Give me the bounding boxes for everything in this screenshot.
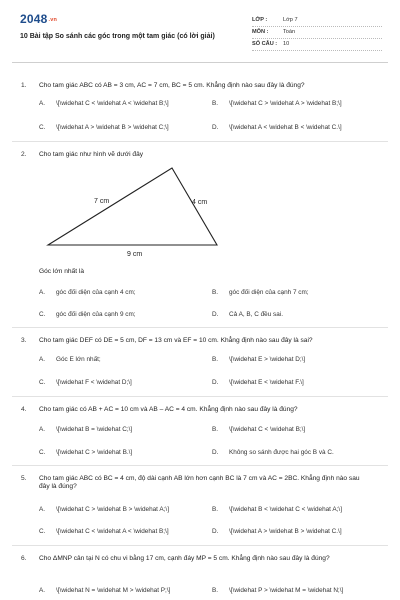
- option-label: B.: [212, 356, 219, 363]
- option-b[interactable]: [212, 289, 309, 297]
- question-divider: [12, 396, 388, 397]
- option-text: \[\widehat A > \widehat B > \widehat C;\]: [56, 124, 169, 131]
- meta-row-class: [252, 15, 382, 27]
- option-label: B.: [212, 587, 219, 594]
- question-text: Cho tam giác DEF có DE = 5 cm, DF = 13 cm và EF = 10 cm. Khẳng định nào sau đây là sai?: [39, 337, 313, 344]
- option-label: A.: [39, 100, 46, 107]
- option-text: \[\widehat E > \widehat D;\]: [229, 356, 306, 363]
- option-text: \[\widehat P > \widehat M = \widehat N;\]: [229, 587, 344, 594]
- option-a[interactable]: [39, 289, 136, 297]
- option-label: C.: [39, 528, 46, 535]
- side-label-bottom: 9 cm: [127, 251, 143, 258]
- question-text: Cho tam giác có AB + AC = 10 cm và AB – AC = 4 cm. Khẳng định nào sau đây là đúng?: [39, 406, 298, 413]
- option-text: góc đối diện của cạnh 7 cm;: [229, 289, 309, 296]
- option-text: \[\widehat B < \widehat C < \widehat A;\]: [229, 506, 342, 513]
- question-number: 4.: [21, 406, 27, 413]
- question-text: Cho tam giác ABC có BC = 4 cm, độ dài cạnh AB lớn hơn cạnh BC là 7 cm và AC = 2BC. Khẳng định nào sau đây là đúng?: [39, 475, 360, 491]
- option-label: A.: [39, 356, 46, 363]
- question-text: Cho tam giác như hình vẽ dưới đây: [39, 151, 144, 158]
- meta-table: [252, 15, 382, 51]
- logo-main-text: 2048: [20, 12, 48, 26]
- option-label: B.: [212, 426, 219, 433]
- logo-suffix-text: .vn: [48, 17, 58, 23]
- meta-label: LỚP :: [252, 17, 268, 23]
- option-text: \[\widehat C < \widehat A < \widehat B;\]: [56, 528, 169, 535]
- option-label: A.: [39, 289, 46, 296]
- question-divider: [12, 465, 388, 466]
- option-d[interactable]: [212, 379, 304, 387]
- option-text: \[\widehat N = \widehat M > \widehat P;\]: [56, 587, 171, 594]
- option-text: \[\widehat B = \widehat C;\]: [56, 426, 133, 433]
- question-divider: [12, 545, 388, 546]
- triangle-figure: [40, 162, 225, 262]
- option-label: D.: [212, 528, 219, 535]
- option-label: C.: [39, 449, 46, 456]
- option-label: D.: [212, 311, 219, 318]
- option-label: D.: [212, 124, 219, 131]
- option-text: \[\widehat F < \widehat D;\]: [56, 379, 132, 386]
- option-label: B.: [212, 100, 219, 107]
- option-text: \[\widehat A < \widehat B < \widehat C.\]: [229, 124, 342, 131]
- option-c[interactable]: [39, 124, 169, 132]
- option-label: A.: [39, 587, 46, 594]
- option-d[interactable]: [212, 124, 342, 132]
- option-text: Không so sánh được hai góc B và C.: [229, 449, 334, 456]
- option-label: D.: [212, 379, 219, 386]
- option-text: Góc E lớn nhất;: [56, 356, 101, 363]
- question-prompt: Góc lớn nhất là: [39, 268, 85, 275]
- meta-label: MÔN :: [252, 29, 269, 35]
- site-logo[interactable]: [20, 12, 57, 27]
- option-text: góc đối diện của cạnh 4 cm;: [56, 289, 136, 296]
- option-a[interactable]: [39, 587, 170, 595]
- question-divider: [12, 327, 388, 328]
- option-c[interactable]: [39, 311, 136, 319]
- question-number: 2.: [21, 151, 27, 158]
- option-text: \[\widehat C > \widehat A > \widehat B;\]: [229, 100, 342, 107]
- option-d[interactable]: [212, 449, 334, 457]
- option-a[interactable]: [39, 356, 101, 364]
- option-label: D.: [212, 449, 219, 456]
- question-number: 1.: [21, 82, 27, 89]
- question-number: 5.: [21, 475, 27, 482]
- option-d[interactable]: [212, 528, 342, 536]
- question-number: 6.: [21, 555, 27, 562]
- option-b[interactable]: [212, 587, 343, 595]
- option-text: \[\widehat C > \widehat B > \widehat A;\]: [56, 506, 169, 513]
- meta-row-count: [252, 39, 382, 51]
- option-label: C.: [39, 124, 46, 131]
- option-c[interactable]: [39, 379, 132, 387]
- question-divider: [12, 141, 388, 142]
- question-text: Cho ΔMNP cân tại N có chu vi bằng 17 cm, cạnh đáy MP = 5 cm. Khẳng định nào sau đây là đúng?: [39, 555, 330, 562]
- option-b[interactable]: [212, 356, 305, 364]
- option-b[interactable]: [212, 100, 342, 108]
- option-d[interactable]: [212, 311, 283, 319]
- option-a[interactable]: [39, 426, 132, 434]
- option-text: góc đối diện của cạnh 9 cm;: [56, 311, 136, 318]
- option-text: \[\widehat C > \widehat B.\]: [56, 449, 133, 456]
- option-label: B.: [212, 506, 219, 513]
- side-label-right: 4 cm: [192, 199, 208, 206]
- question-text: Cho tam giác ABC có AB = 3 cm, AC = 7 cm, BC = 5 cm. Khẳng định nào sau đây là đúng?: [39, 82, 305, 89]
- option-label: A.: [39, 506, 46, 513]
- option-b[interactable]: [212, 506, 342, 514]
- page-header: [0, 0, 400, 62]
- meta-row-subject: [252, 27, 382, 39]
- option-a[interactable]: [39, 506, 169, 514]
- meta-value: Toán: [283, 29, 296, 35]
- document-title: 10 Bài tập So sánh các góc trong một tam giác (có lời giải): [20, 33, 215, 40]
- option-label: A.: [39, 426, 46, 433]
- option-b[interactable]: [212, 426, 305, 434]
- option-text: \[\widehat A > \widehat B > \widehat C.\]: [229, 528, 342, 535]
- option-text: Cả A, B, C đều sai.: [229, 311, 283, 318]
- meta-value: Lớp 7: [283, 17, 298, 23]
- triangle-shape: [48, 168, 217, 245]
- question-number: 3.: [21, 337, 27, 344]
- option-text: \[\widehat E < \widehat F.\]: [229, 379, 304, 386]
- meta-label: SỐ CÂU :: [252, 41, 278, 47]
- option-label: B.: [212, 289, 219, 296]
- header-divider: [12, 62, 388, 63]
- option-label: C.: [39, 311, 46, 318]
- option-text: \[\widehat C < \widehat A < \widehat B;\]: [56, 100, 169, 107]
- side-label-top: 7 cm: [94, 198, 110, 205]
- meta-value: 10: [283, 41, 290, 47]
- option-c[interactable]: [39, 528, 169, 536]
- option-c[interactable]: [39, 449, 132, 457]
- option-text: \[\widehat C < \widehat B;\]: [229, 426, 306, 433]
- option-a[interactable]: [39, 100, 169, 108]
- option-label: C.: [39, 379, 46, 386]
